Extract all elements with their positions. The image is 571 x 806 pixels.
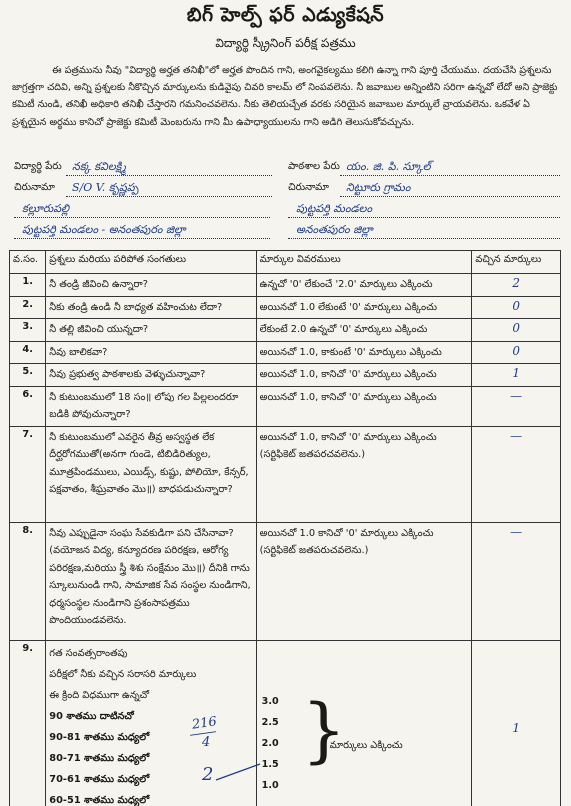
row-marks-rule: అయినచో 1.0 కానిచో '0' మార్కులు ఎక్కించు (సర్టిఫికెట్ జతపరుచవలెను.) (256, 522, 472, 640)
handwritten-fraction-bottom: 4 (202, 735, 211, 750)
scale-value: 1.0 (261, 779, 279, 791)
row9-line: గత సంవత్సరాంతపు (49, 647, 128, 659)
row9-line: పరీక్షలో నీకు వచ్చిన సరాసరి మార్కులు (49, 668, 197, 680)
row-number: 1. (10, 274, 46, 297)
address-line3-left[interactable]: కల్లూరుపల్లి (14, 202, 270, 218)
table-row (10, 296, 561, 319)
row-number: 4. (10, 341, 46, 364)
student-name-label: విద్యార్థి పేరు (14, 161, 62, 172)
row-marks-rule: అయినచో 1.0, కానిచో '0' మార్కులు ఎక్కించు (256, 386, 472, 426)
scale-value: 2.0 (261, 737, 279, 749)
row-question: నీ కుటుంబములో 18 సం॥ లోపు గల పిల్లలందరూ బడికి పోవుచున్నారా? (46, 386, 256, 426)
handwritten-total: 2 (202, 764, 214, 785)
school-name-field[interactable] (288, 160, 560, 177)
row-question: నీ తండ్రి జీవించి ఉన్నారా? (46, 274, 256, 297)
row-marks-obtained[interactable]: 0 (472, 319, 561, 342)
student-name-field[interactable] (14, 160, 270, 177)
col-header-question: ప్రశ్నలు మరియు పరిపోత సంగతులు (46, 251, 256, 274)
scale-value: 3.0 (261, 695, 279, 707)
row9-line: 60-51 శాతము మధ్యలో (49, 794, 150, 806)
table-row (10, 640, 561, 806)
handwritten-underline-stroke (214, 760, 264, 784)
row-marks-obtained[interactable]: — (472, 522, 561, 640)
row-marks-rule: లేకుంటే 2.0 ఉన్నచో '0' మార్కులు ఎక్కించు (256, 319, 472, 342)
address2-field[interactable] (288, 181, 560, 198)
instructions-paragraph: ఈ పత్రమును నీవు "విద్యార్థి అర్హత తనిఖీ"లో అర్హత పొందిన గాని, అంగవైకల్యము కలిగి ఉన్నా గాని పూర్తి చేయుము. దయచేసి ప్రశ్నలను జాగ్రత్తగా చదివి, అన్ని ప్రశ్నలకు నీకొచ్చిన మార్కులను కుడివైపు చివరి కాలమ్ లో నింపవలెను. నీ జవాబుల అన్నింటిని సరిగా ఉన్నవో లేదో అని ప్రాజెక్టు కమిటీ నుండి, తనిఖీ అధికారి తనిఖీ చేస్తారని గమనించవలెను. నీకు తెలియచ్చేత వరకు సరియైన జవాబుల మార్కులే వ్రాయవలెను. ఒకవేళ ఏ ప్రశ్నయైన అర్థము కానిచో ప్రాజెక్టు కమిటీ మెంబరును గాని మీ ఉపాధ్యాయులను గాని అడిగి తెలుసుకోవచ్చును. (12, 65, 558, 128)
row-marks-obtained[interactable]: — (472, 386, 561, 426)
address-label: చిరునామా (14, 182, 55, 193)
row-marks-rule: అయినచో 1.0 లేకుంటే '0' మార్కులు ఎక్కించు (256, 296, 472, 319)
row9-line: ఈ క్రింది విధముగా ఉన్నచో (49, 689, 150, 701)
address2-value[interactable]: నిట్టూరు గ్రామం (340, 181, 560, 197)
row-marks-rule: అయినచో 1.0, కానిచో '0' మార్కులు ఎక్కించు (256, 364, 472, 387)
address-field[interactable] (14, 181, 270, 198)
row-number: 3. (10, 319, 46, 342)
row-question: నీవు ప్రభుత్వ పాఠశాలకు వెళ్ళుచున్నావా? (46, 364, 256, 387)
row-number: 9. (10, 640, 46, 806)
row-question: నీ తల్లి జీవించి యున్నదా? (46, 319, 256, 342)
row-marks-obtained[interactable]: 0 (472, 296, 561, 319)
row-number: 6. (10, 386, 46, 426)
row-marks-obtained[interactable]: 1 (472, 640, 561, 806)
address-line4-right[interactable]: అనంతపురం జిల్లా (288, 223, 560, 239)
row-marks-obtained[interactable]: — (472, 426, 561, 522)
table-row (10, 364, 561, 387)
table-header-row (10, 251, 561, 274)
brace-icon: } (301, 688, 347, 771)
marks-table (9, 250, 561, 806)
marks-scale (262, 691, 279, 796)
row-marks-rule: అయినచో 1.0, కానిచో '0' మార్కులు ఎక్కించు (సర్టిఫికెట్ జతపరచవలెను.) (256, 426, 472, 522)
row-marks-rule: ఉన్నచో '0' లేకుంచే '2.0' మార్కులు ఎక్కించు (256, 274, 472, 297)
table-row (10, 341, 561, 364)
row-number: 5. (10, 364, 46, 387)
scale-instruction: మార్కులు ఎక్కించు (329, 739, 403, 751)
row9-line: 90-81 శాతము మధ్యలో (49, 731, 150, 743)
table-row (10, 386, 561, 426)
row-marks-obtained[interactable]: 0 (472, 341, 561, 364)
row9-line: 90 శాతము దాటినచో (49, 710, 134, 722)
col-header-marks-details: మార్కుల వివరములు (256, 251, 472, 274)
scale-value: 1.5 (261, 758, 279, 770)
row-question: నీవు ఎప్పుడైనా సంఘ సేవకుడిగా పని చేసినావా? (వయోజన విద్య, కన్యూదరణ పరిరక్షణ, ఆరోగ్య పరిరక్షణ,మరియు స్త్రీ శిశు సంక్షేమం మొ॥) దీనికి గాను స్కూలునుండి గాని, సామాజిక సేవ సంస్థల నుండిగాని, ధర్మసంస్థల నుండిగాని ప్రశంసాపత్రము పొందియుండవలెను. (46, 522, 256, 640)
row-question: నీకు తండ్రి ఉండి నీ బాధ్యత వహించుట లేదా? (46, 296, 256, 319)
col-header-marks-obtained: వచ్చిన మార్కులు (472, 251, 561, 274)
row-number: 2. (10, 296, 46, 319)
school-name-label: పాఠశాల పేరు (288, 161, 340, 172)
address-line3-right[interactable]: పుట్టపర్తి మండలం (288, 202, 560, 218)
row-question: నీ కుటుంబములో ఎవరైన తీవ్ర అస్వస్థత లేక దీర్ఘరోగముతో(అనగా గుండె, టిబిడిరిత్యుల, మూత్రపిండములు, ఎయిడ్స్, కుష్టు, పోలియో, కేన్సర్, పక్షవాతం, శీఘ్రవాతం మొ॥) బాధపడుచున్నారా? (46, 426, 256, 522)
table-row (10, 522, 561, 640)
handwritten-fraction-top: 216 (191, 714, 218, 733)
table-row (10, 426, 561, 522)
row-marks-obtained[interactable]: 1 (472, 364, 561, 387)
form-subtitle: విద్యార్థి స్క్రీనింగ్ పరీక్ష పత్రము (215, 36, 356, 50)
address-line4-left[interactable]: పుట్టపర్తి మండలం - అనంతపురం జిల్లా (14, 223, 270, 239)
address2-label: చిరునామా (288, 182, 329, 193)
row-question: నీవు బాలికవా? (46, 341, 256, 364)
row-marks-rule (256, 640, 472, 806)
row-marks-obtained[interactable]: 2 (472, 274, 561, 297)
school-name-value[interactable]: యం. జి. పి. స్కూల్ (340, 160, 560, 176)
table-row (10, 319, 561, 342)
col-header-serial: వ.సం. (10, 251, 46, 274)
table-row (10, 274, 561, 297)
scale-value: 2.5 (261, 716, 279, 728)
form-title: బిగ్ హెల్ప్ ఫర్ ఎడ్యుకేషన్ (186, 4, 385, 26)
row9-line: 80-71 శాతము మధ్యలో (49, 752, 150, 764)
address-value[interactable]: S/O V. కృష్ణప్ప (66, 181, 272, 197)
row9-line: 70-61 శాతము మధ్యలో (49, 773, 150, 785)
row-marks-rule: అయినచో 1.0, కాకుంటే '0' మార్కులు ఎక్కించు (256, 341, 472, 364)
row-number: 8. (10, 522, 46, 640)
student-name-value[interactable]: నక్క కవిలక్ష్మి (66, 160, 272, 176)
row-number: 7. (10, 426, 46, 522)
